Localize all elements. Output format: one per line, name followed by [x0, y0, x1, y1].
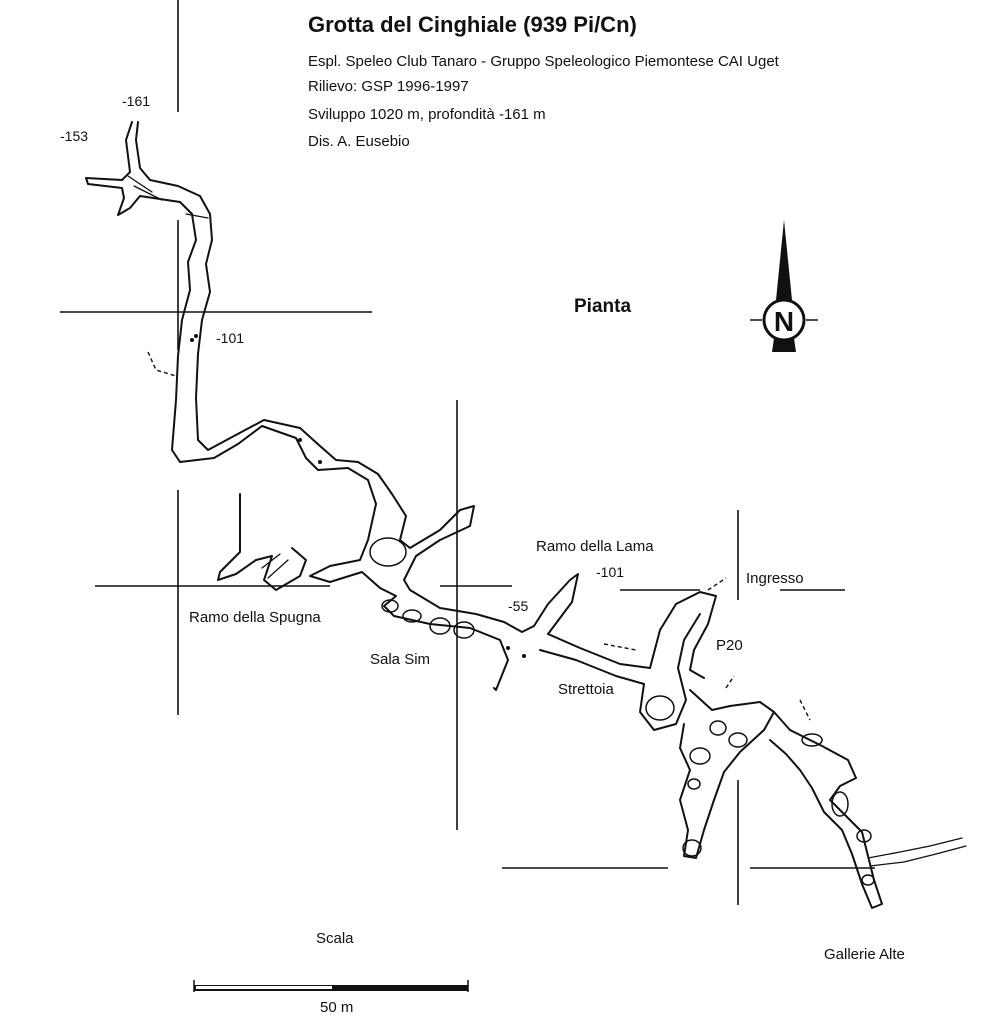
drawing-credit: Dis. A. Eusebio [308, 133, 410, 150]
north-compass [750, 220, 818, 352]
depth-label-153: -153 [60, 128, 89, 144]
map-title: Grotta del Cinghiale (939 Pi/Cn) [308, 12, 637, 37]
label-strettoia: Strettoia [558, 681, 614, 698]
depth-label-101-lama: -101 [596, 564, 625, 580]
label-ramo-della-lama: Ramo della Lama [536, 538, 654, 555]
cave-stats: Sviluppo 1020 m, profondità -161 m [308, 106, 546, 123]
scale-value: 50 m [320, 999, 354, 1016]
label-ramo-della-spugna: Ramo della Spugna [189, 609, 321, 626]
depth-label-55: -55 [508, 598, 529, 614]
scale-bar [194, 980, 468, 992]
scale-title: Scala [316, 930, 354, 947]
label-sala-sim: Sala Sim [370, 651, 431, 668]
depth-label-161: -161 [122, 93, 151, 109]
label-ingresso: Ingresso [746, 570, 804, 587]
north-letter: N [773, 306, 795, 337]
depth-label-101-upper: -101 [216, 330, 245, 346]
dashed-leads [148, 352, 810, 720]
survey-credit: Rilievo: GSP 1996-1997 [308, 78, 469, 95]
label-p20: P20 [716, 637, 743, 654]
exploration-credit: Espl. Speleo Club Tanaro - Gruppo Speleologico Piemontese CAI Uget [308, 53, 779, 70]
cave-passage [86, 122, 966, 908]
survey-grid [60, 0, 875, 905]
label-gallerie-alte: Gallerie Alte [824, 946, 905, 963]
view-label: Pianta [574, 296, 632, 317]
